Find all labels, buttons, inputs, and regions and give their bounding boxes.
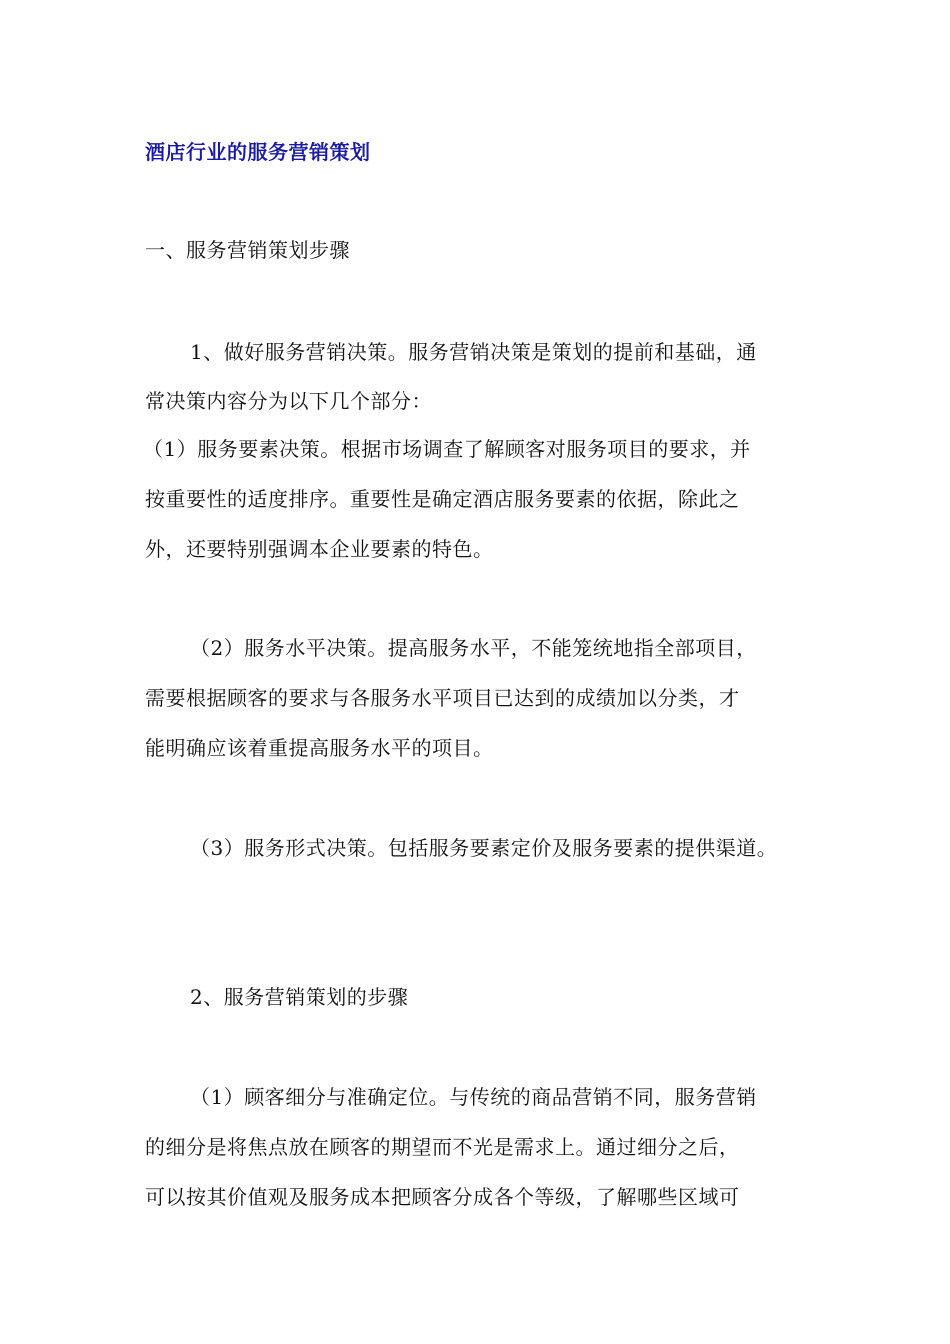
paragraph-line: 外，还要特别强调本企业要素的特色。 <box>145 537 494 561</box>
paragraph-line: 1、做好服务营销决策。服务营销决策是策划的提前和基础，通 <box>190 340 757 364</box>
paragraph-line: （3）服务形式决策。包括服务要素定价及服务要素的提供渠道。 <box>190 836 778 860</box>
paragraph-line: 常决策内容分为以下几个部分： <box>145 389 432 413</box>
paragraph-line: 需要根据顾客的要求与各服务水平项目已达到的成绩加以分类，才 <box>145 686 740 710</box>
paragraph-line: （1）顾客细分与准确定位。与传统的商品营销不同，服务营销 <box>190 1085 757 1109</box>
paragraph-line: 的细分是将焦点放在顾客的期望而不光是需求上。通过细分之后， <box>145 1135 740 1159</box>
section-heading: 一、服务营销策划步骤 <box>145 238 350 262</box>
paragraph-line: 能明确应该着重提高服务水平的项目。 <box>145 736 494 760</box>
paragraph-line: （1）服务要素决策。根据市场调查了解顾客对服务项目的要求，并 <box>143 437 751 461</box>
paragraph-line: 按重要性的适度排序。重要性是确定酒店服务要素的依据，除此之 <box>145 487 740 511</box>
document-title: 酒店行业的服务营销策划 <box>145 140 371 164</box>
paragraph-line: 可以按其价值观及服务成本把顾客分成各个等级，了解哪些区域可 <box>145 1185 740 1209</box>
paragraph-line: （2）服务水平决策。提高服务水平，不能笼统地指全部项目， <box>190 636 757 660</box>
subheading: 2、服务营销策划的步骤 <box>190 985 409 1009</box>
